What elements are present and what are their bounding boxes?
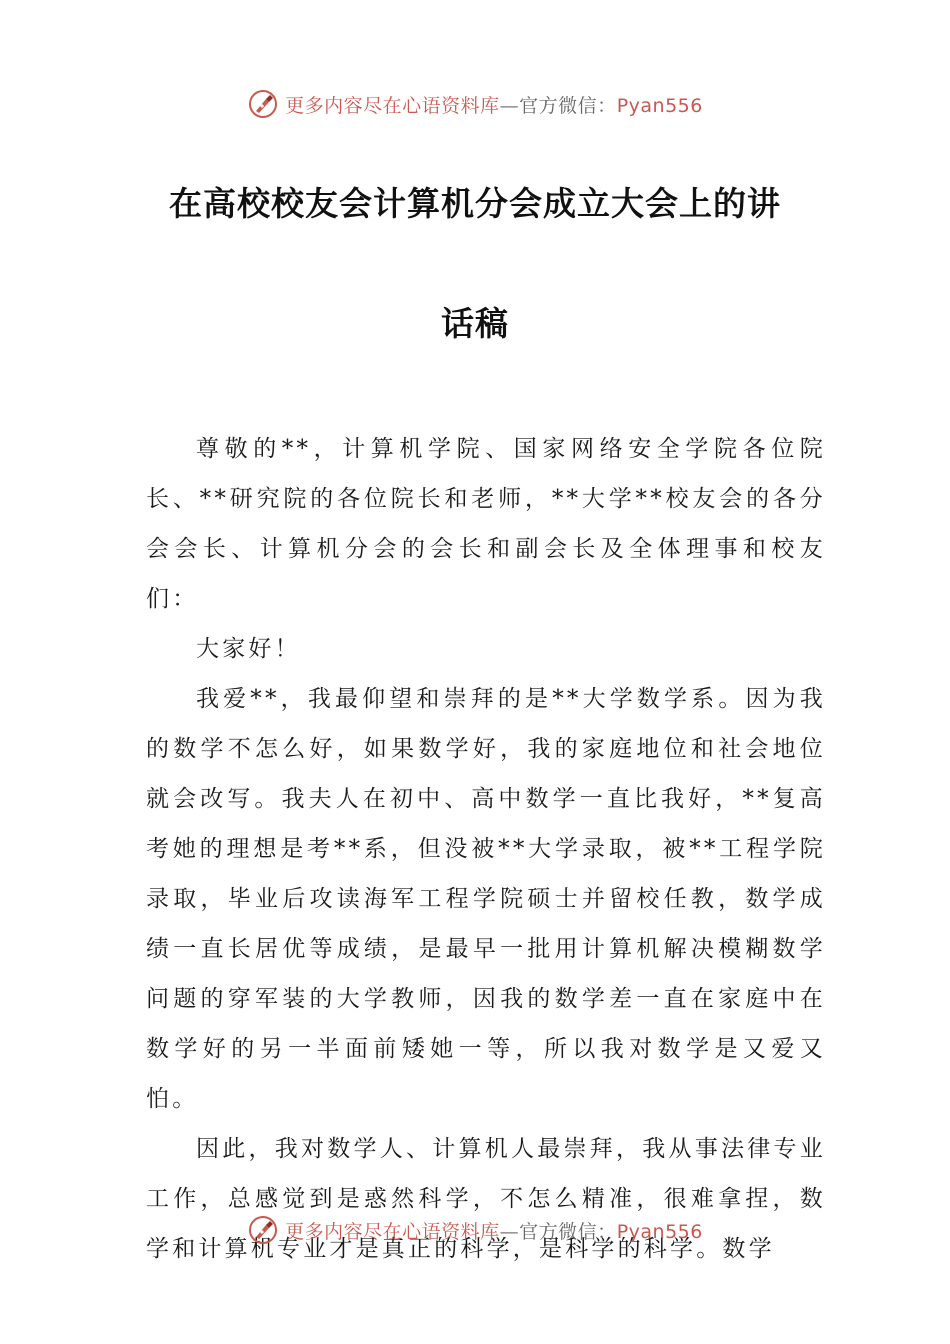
document-body xyxy=(146,424,826,1274)
watermark-label: 官方微信： xyxy=(519,94,617,117)
watermark-id: Pyan556 xyxy=(616,1220,703,1243)
header-watermark xyxy=(0,84,950,124)
footer-watermark xyxy=(0,1210,950,1250)
watermark-brand: 更多内容尽在心语资料库 xyxy=(285,1220,500,1243)
watermark-brand: 更多内容尽在心语资料库 xyxy=(285,94,500,117)
pen-nib-logo-icon xyxy=(247,88,279,120)
watermark-text xyxy=(285,1217,703,1244)
paragraph-greeting: 大家好！ xyxy=(196,636,301,662)
watermark-label: 官方微信： xyxy=(519,1220,617,1243)
pen-nib-logo-icon xyxy=(247,1214,279,1246)
document-title-line-1: 在高校校友会计算机分会成立大会上的讲 xyxy=(169,184,781,223)
watermark-text xyxy=(285,91,703,118)
watermark-dash: — xyxy=(499,1220,520,1243)
paragraph-salutation: 尊敬的**，计算机学院、国家网络安全学院各位院长、**研究院的各位院长和老师，**大学**校友会的各分会会长、计算机分会的会长和副会长及全体理事和校友们： xyxy=(146,436,826,612)
watermark-id: Pyan556 xyxy=(616,94,703,117)
paragraph-admiration: 因此，我对数学人、计算机人最崇拜，我从事法律专业工作，总感觉到是惑然科学，不怎么精准，很难拿捏，数学和计算机专业才是真正的科学，是科学的科学。数学 xyxy=(146,1136,826,1262)
document-title-line-2: 话稿 xyxy=(441,304,509,343)
watermark-dash: — xyxy=(499,94,520,117)
paragraph-math-story: 我爱**，我最仰望和崇拜的是**大学数学系。因为我的数学不怎么好，如果数学好，我的家庭地位和社会地位就会改写。我夫人在初中、高中数学一直比我好，**复高考她的理想是考**系，但没被**大学录取，被**工程学院录取，毕业后攻读海军工程学院硕士并留校任教，数学成绩一直长居优等成绩，是最早一批用计算机解决模糊数学问题的穿军装的大学教师，因我的数学差一直在家庭中在数学好的另一半面前矮她一等，所以我对数学是又爱又怕。 xyxy=(146,686,826,1112)
